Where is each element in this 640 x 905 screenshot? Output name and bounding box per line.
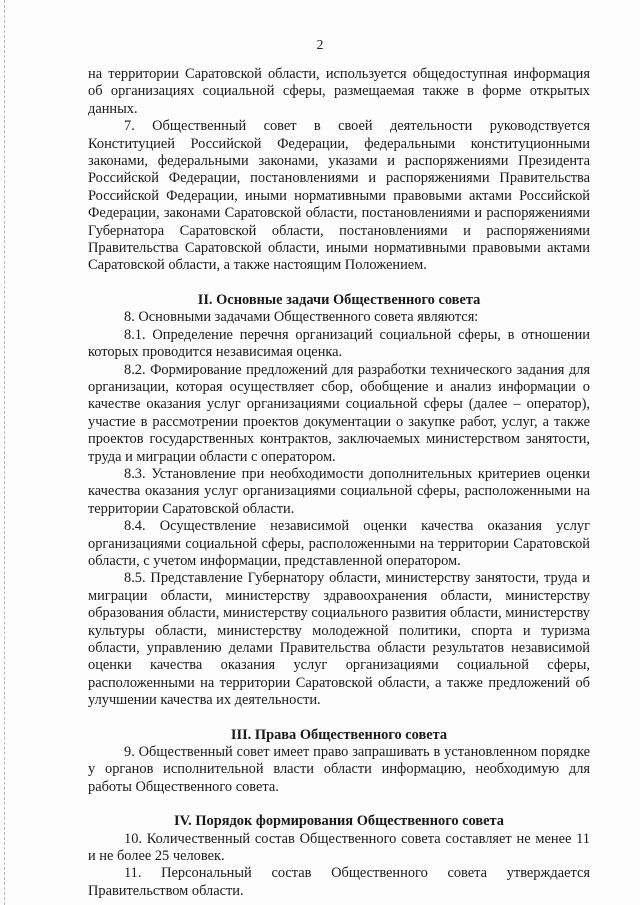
binding-edge bbox=[4, 0, 6, 905]
paragraph-8-4: 8.4. Осуществление независимой оценки качества оказания услуг организациями социальной сферы, расположенными на территории Саратовской области, с учетом информации, представленной оператором. bbox=[88, 518, 590, 569]
section-heading-iii: III. Права Общественного совета bbox=[230, 726, 448, 743]
page-number: 2 bbox=[316, 38, 324, 53]
paragraph-8-3: 8.3. Установление при необходимости дополнительных критериев оценки качества оказания услуг организациями социальной сферы, расположенными на территории Саратовской области. bbox=[88, 465, 590, 517]
paragraph-8: 8. Основными задачами Общественного совета являются: bbox=[124, 309, 479, 326]
document-body bbox=[88, 66, 590, 900]
section-heading-ii: II. Основные задачи Общественного совета bbox=[197, 291, 481, 308]
paragraph-continuation: на территории Саратовской области, используется общедоступная информация об организациях социальной сферы, размещаемая также в форме открытых данных. bbox=[88, 66, 590, 117]
section-heading-iv: IV. Порядок формирования Общественного совета bbox=[174, 813, 504, 830]
paragraph-9: 9. Общественный совет имеет право запрашивать в установленном порядке у органов исполнительной власти области информацию, необходимую для работы Общественного совета. bbox=[88, 744, 590, 795]
paragraph-8-2: 8.2. Формирование предложений для разработки технического задания для организации, которая осуществляет сбор, обобщение и анализ информации о качестве оказания услуг организациями социальной сферы (далее – оператор), участие в рассмотрении проектов документации о закупке работ, услуг, а также проектов государственных контрактов, заключаемых министерством занятости, труда и миграции области с оператором. bbox=[88, 361, 590, 465]
paragraph-10: 10. Количественный состав Общественного совета составляет не менее 11 и не более 25 человек. bbox=[88, 830, 590, 865]
paragraph-8-1: 8.1. Определение перечня организаций социальной сферы, в отношении которых проводится независимая оценка. bbox=[88, 326, 590, 361]
paragraph-7: 7. Общественный совет в своей деятельности руководствуется Конституцией Российской Федерации, федеральными конституционными законами, федеральными законами, указами и распоряжениями Президента Российской Федерации, постановлениями и распоряжениями Правительства Российской Федерации, иными нормативными правовыми актами Российской Федерации, законами Саратовской области, постановлениями и распоряжениями Губернатора Саратовской области, постановлениями и распоряжениями Правительства Саратовской области, иными нормативными правовыми актами Саратовской области, а также настоящим Положением. bbox=[88, 118, 590, 274]
paragraph-11: 11. Персональный состав Общественного совета утверждается Правительством области. bbox=[88, 865, 590, 899]
paragraph-8-5: 8.5. Представление Губернатору области, министерству занятости, труда и миграции области, министерству здравоохранения области, министерству образования области, министерству социального развития области, министерству культуры области, министерству молодежной политики, спорта и туризма области, управлению делами Правительства области результатов независимой оценки качества оказания услуг организациями социальной сферы, расположенными на территории Саратовской области, а также предложений об улучшении качества их деятельности. bbox=[88, 570, 590, 709]
